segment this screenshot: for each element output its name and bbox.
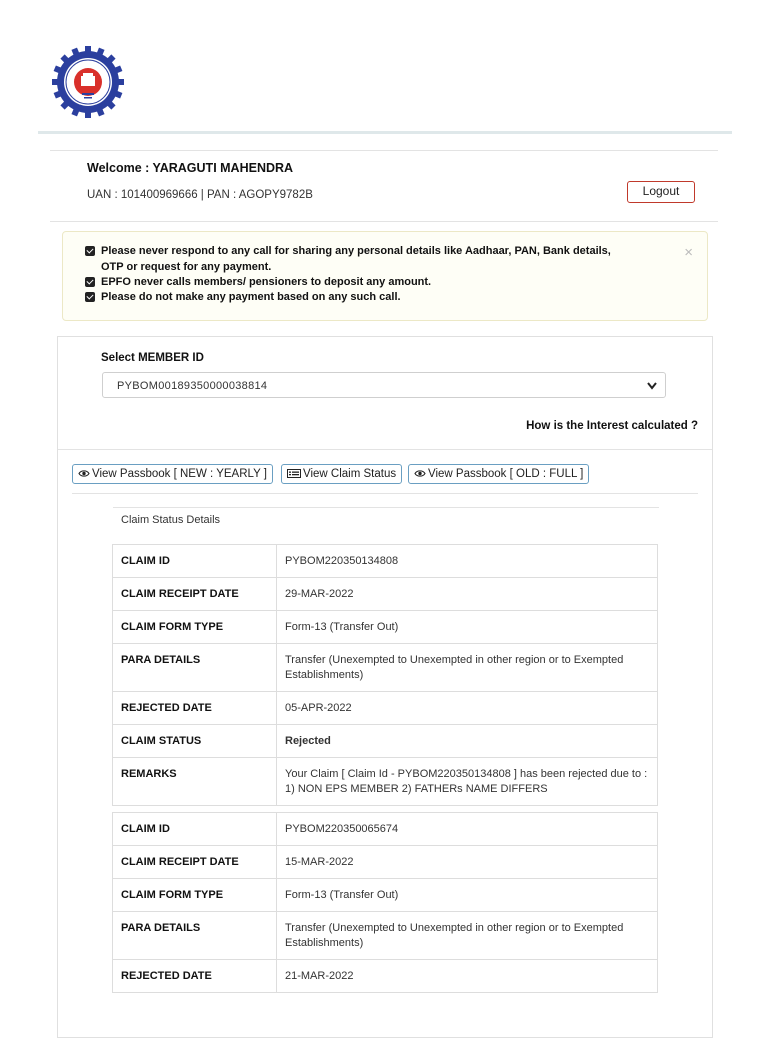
field-key: CLAIM ID [113,545,277,578]
logout-button[interactable]: Logout [627,181,695,203]
interest-calc-link[interactable]: How is the Interest calculated ? [526,420,698,432]
field-value: 29-MAR-2022 [277,578,658,611]
view-claim-status-button[interactable] [281,464,402,484]
field-key: CLAIM STATUS [113,725,277,758]
checkbox-checked-icon [85,246,95,256]
member-id-value: PYBOM00189350000038814 [117,380,268,392]
alert-item-continued [101,261,271,273]
field-value: 05-APR-2022 [277,692,658,725]
epfo-logo [52,46,124,118]
eye-icon [78,469,90,478]
table-row [113,846,658,879]
member-id-select[interactable] [102,372,666,398]
alert-item [85,291,401,303]
table-row [113,960,658,993]
field-key: CLAIM RECEIPT DATE [113,846,277,879]
field-value: 21-MAR-2022 [277,960,658,993]
welcome-text: Welcome : YARAGUTI MAHENDRA [87,161,294,175]
field-value: Your Claim [ Claim Id - PYBOM220350134808 ] has been rejected due to : 1) NON EPS MEMBER 2) FATHERs NAME DIFFERS [277,758,658,806]
button-label: View Claim Status [303,468,397,480]
panel-divider [58,449,712,450]
section-divider [113,507,659,508]
close-icon[interactable]: × [684,244,693,261]
claim-status-title: Claim Status Details [121,514,221,526]
field-value: PYBOM220350065674 [277,813,658,846]
field-value: PYBOM220350134808 [277,545,658,578]
button-label: View Passbook [ OLD : FULL ] [428,468,584,480]
claim-table [112,812,658,993]
user-info-bar [50,150,718,222]
field-key: CLAIM FORM TYPE [113,879,277,912]
field-key: CLAIM FORM TYPE [113,611,277,644]
table-row [113,879,658,912]
view-passbook-new-button[interactable] [72,464,273,484]
view-passbook-old-button[interactable] [408,464,589,484]
table-row [113,611,658,644]
field-key: PARA DETAILS [113,644,277,692]
field-key: REMARKS [113,758,277,806]
field-value: 15-MAR-2022 [277,846,658,879]
buttons-divider [72,493,698,494]
chevron-down-icon [647,373,657,399]
field-key: CLAIM RECEIPT DATE [113,578,277,611]
field-value: Transfer (Unexempted to Unexempted in other region or to Exempted Establishments) [277,912,658,960]
field-value: Transfer (Unexempted to Unexempted in other region or to Exempted Establishments) [277,644,658,692]
eye-icon [414,469,426,478]
button-label: View Passbook [ NEW : YEARLY ] [92,468,267,480]
table-row [113,578,658,611]
list-icon [287,469,301,478]
alert-text: Please do not make any payment based on any such call. [101,291,401,303]
table-row [113,813,658,846]
field-key: REJECTED DATE [113,960,277,993]
alert-item [85,276,431,288]
claim-status-value: Rejected [277,725,658,758]
alert-text: Please never respond to any call for sharing any personal details like Aadhaar, PAN, Bank details, [101,245,611,257]
security-alert [62,231,708,321]
claim-table [112,544,658,806]
checkbox-checked-icon [85,292,95,302]
alert-text: OTP or request for any payment. [101,261,272,273]
field-value: Form-13 (Transfer Out) [277,611,658,644]
table-row [113,912,658,960]
table-row [113,692,658,725]
table-row [113,545,658,578]
alert-text: EPFO never calls members/ pensioners to deposit any amount. [101,276,432,288]
field-key: PARA DETAILS [113,912,277,960]
checkbox-checked-icon [85,277,95,287]
uan-pan-text: UAN : 101400969666 | PAN : AGOPY9782B [87,189,313,201]
member-id-label: Select MEMBER ID [101,352,204,364]
field-value: Form-13 (Transfer Out) [277,879,658,912]
table-row [113,758,658,806]
field-key: CLAIM ID [113,813,277,846]
header-divider [38,131,732,134]
field-key: REJECTED DATE [113,692,277,725]
table-row [113,725,658,758]
passbook-panel [57,336,713,1038]
alert-item [85,245,611,257]
table-row [113,644,658,692]
